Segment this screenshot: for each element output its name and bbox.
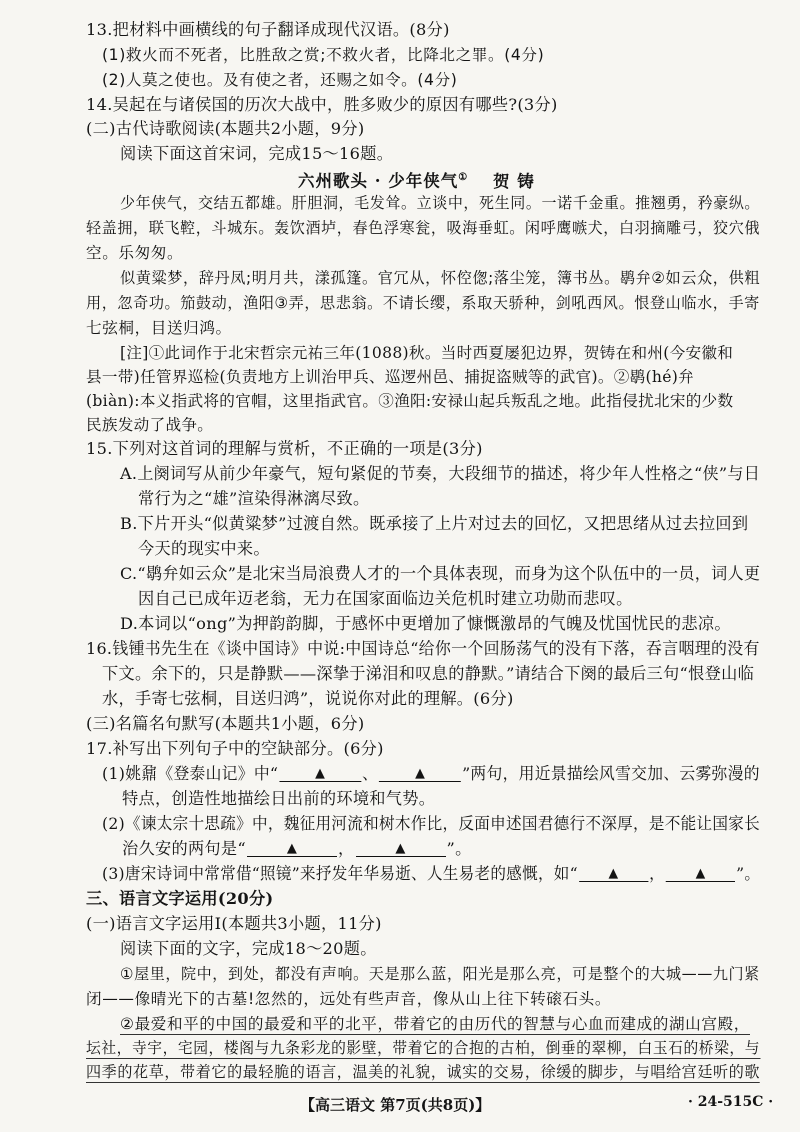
question-13-item-2: (2)人莫之使也。及有使之者，还赐之如令。(4分) bbox=[102, 71, 458, 89]
question-17-1-suffix: ”两句，用近景描绘风雪交加、云雾弥漫的 bbox=[462, 764, 760, 783]
triangle-icon: ▲ bbox=[415, 766, 426, 781]
passage-line-1: ①屋里，院中，到处，都没有声响。天是那么蓝，阳光是那么亮，可是整个的大城——九门紧 bbox=[120, 965, 760, 983]
question-17-1-sep: 、 bbox=[362, 764, 379, 783]
question-16-cont-1: 下文。余下的，只是静默——深挚于涕泪和叹息的静默。”请结合下阕的最后三句“恨登山临 bbox=[102, 664, 755, 683]
question-15-option-c-cont: 因自己已成年迈老翁，无力在国家面临边关危机时建立功勋而悲叹。 bbox=[138, 589, 633, 608]
answer-blank-17-2-a[interactable] bbox=[247, 837, 337, 857]
footer-code: · 24-515C · bbox=[688, 1094, 774, 1110]
triangle-icon: ▲ bbox=[695, 866, 706, 881]
question-17-3-prefix: (3)唐宋诗词中常常借“照镜”来抒发年华易逝、人生易老的感慨，如“ bbox=[102, 864, 578, 883]
question-15-option-b-cont: 今天的现实中来。 bbox=[138, 539, 270, 558]
question-17: 17.补写出下列句子中的空缺部分。(6分) bbox=[86, 739, 384, 758]
question-17-item-1 bbox=[102, 762, 760, 786]
question-15-option-b: B.下片开头“似黄粱梦”过渡自然。既承接了上片对过去的回忆，又把思绪从过去拉回到 bbox=[120, 514, 749, 533]
poem-note-4: 民族发动了战争。 bbox=[86, 416, 214, 434]
poem-note-2: 县一带)任管界巡检(负责地方上训治甲兵、巡逻州邑、捕捉盗贼等的武官)。②鹖(hé)弁 bbox=[86, 368, 695, 386]
poem-instruction: 阅读下面这首宋词，完成15～16题。 bbox=[120, 144, 394, 163]
triangle-icon: ▲ bbox=[395, 841, 406, 856]
passage-line-3 bbox=[120, 1012, 750, 1036]
question-17-2-sep: ， bbox=[338, 839, 355, 858]
question-17-2-suffix: ”。 bbox=[446, 839, 472, 858]
question-15-option-c: C.“鹖弁如云众”是北宋当局浪费人才的一个具体表现，而身为这个队伍中的一员，词人更 bbox=[120, 564, 761, 583]
answer-blank-17-3-b[interactable] bbox=[666, 862, 735, 882]
passage-line-2: 闭——像晴光下的古墓!忽然的，远处有些声音，像从山上往下转磙石头。 bbox=[86, 990, 612, 1008]
question-14: 14.吴起在与诸侯国的历次大战中，胜多败少的原因有哪些?(3分) bbox=[86, 95, 558, 114]
poem-line-5: 用，忽奇功。笳鼓动，渔阳③弄，思悲翁。不请长缨，系取天骄种，剑吼西风。恨登山临水，手寄 bbox=[86, 294, 760, 312]
question-17-item-2-cont bbox=[122, 837, 472, 861]
section-dictation-heading: (三)名篇名句默写(本题共1小题，6分) bbox=[86, 714, 365, 733]
answer-blank-17-3-a[interactable] bbox=[579, 862, 648, 882]
question-17-item-2: (2)《谏太宗十思疏》中，魏征用河流和树木作比，反面申述国君德行不深厚，是不能让国家长 bbox=[102, 814, 761, 833]
answer-blank-17-1-a[interactable] bbox=[279, 762, 361, 782]
section-3-1-heading: (一)语言文字运用Ⅰ(本题共3小题，11分) bbox=[86, 914, 382, 933]
triangle-icon: ▲ bbox=[608, 866, 619, 881]
section-3-heading: 三、语言文字运用(20分) bbox=[86, 889, 274, 908]
section-poetry-heading: (二)古代诗歌阅读(本题共2小题，9分) bbox=[86, 119, 365, 138]
poem-author: 贺 铸 bbox=[492, 171, 535, 191]
question-17-3-sep: ， bbox=[649, 864, 665, 883]
question-15-option-d: D.本词以“ong”为押韵韵脚，于感怀中更增加了慷慨激昂的气魄及忧国忧民的悲凉。 bbox=[120, 614, 731, 633]
question-15-option-a-cont: 常行为之“雄”渲染得淋漓尽致。 bbox=[138, 489, 370, 508]
question-17-2-prefix: 治久安的两句是“ bbox=[122, 839, 246, 858]
poem-title bbox=[298, 166, 535, 194]
passage-line-5-text: 四季的花草，带着它的最轻脆的语言，温美的礼貌，诚实的交易，徐缓的脚步，与唱给宫廷听的歌 bbox=[86, 1063, 761, 1081]
question-15: 15.下列对这首词的理解与赏析，不正确的一项是(3分) bbox=[86, 439, 483, 458]
passage-line-5 bbox=[86, 1060, 760, 1084]
question-16-cont-2: 水，手寄七弦桐，目送归鸿”，说说你对此的理解。(6分) bbox=[102, 689, 514, 708]
question-13: 13.把材料中画横线的句子翻译成现代汉语。(8分) bbox=[86, 20, 450, 39]
poem-note-3: (biàn):本义指武将的官帽，这里指武官。③渔阳:安禄山起兵叛乱之地。此指侵扰北宋的少数 bbox=[86, 392, 734, 410]
passage-line-4 bbox=[86, 1036, 760, 1060]
question-13-item-1: (1)救火而不死者，比胜敌之赏;不救火者，比降北之罪。(4分) bbox=[102, 46, 545, 64]
passage-line-4-text: 坛社，寺宇，宅园，楼阁与九条彩龙的影壁，带着它的合抱的古柏，倒垂的翠柳，白玉石的桥梁，与 bbox=[86, 1039, 761, 1057]
triangle-icon: ▲ bbox=[315, 766, 326, 781]
answer-blank-17-2-b[interactable] bbox=[356, 837, 446, 857]
triangle-icon: ▲ bbox=[286, 841, 298, 856]
question-17-3-suffix: ”。 bbox=[736, 864, 761, 883]
poem-line-1: 少年侠气，交结五都雄。肝胆洞，毛发耸。立谈中，死生同。一诺千金重。推翘勇，矜豪纵。 bbox=[120, 194, 761, 212]
reading-instruction: 阅读下面的文字，完成18～20题。 bbox=[120, 939, 377, 958]
passage-line-3-text: ②最爱和平的中国的最爱和平的北平，带着它的由历代的智慧与心血而建成的湖山宫殿， bbox=[120, 1015, 750, 1033]
poem-note-1: [注]①此词作于北宋哲宗元祐三年(1088)秋。当时西夏屡犯边界，贺铸在和州(今安徽和 bbox=[120, 344, 734, 362]
poem-line-3: 空。乐匆匆。 bbox=[86, 244, 184, 262]
poem-line-4: 似黄粱梦，辞丹凤;明月共，漾孤篷。官冗从，怀倥偬;落尘笼，簿书丛。鹖弁②如云众，供粗 bbox=[120, 269, 761, 287]
question-16: 16.钱锺书先生在《谈中国诗》中说:中国诗总“给你一个回肠荡气的没有下落，吞言咽理的没有 bbox=[86, 639, 760, 658]
poem-line-6: 七弦桐，目送归鸿。 bbox=[86, 319, 232, 337]
question-15-option-a: A.上阕词写从前少年豪气，短句紧促的节奏，大段细节的描述，将少年人性格之“侠”与日 bbox=[120, 464, 761, 483]
page-footer bbox=[0, 1094, 800, 1122]
question-17-item-3 bbox=[102, 862, 760, 886]
answer-blank-17-1-b[interactable] bbox=[379, 762, 461, 782]
poem-title-text: 六州歌头 · 少年侠气 bbox=[298, 171, 459, 191]
question-17-item-1-cont: 特点，创造性地描绘日出前的环境和气势。 bbox=[122, 789, 436, 808]
poem-title-mark: ① bbox=[458, 172, 469, 183]
question-17-1-prefix: (1)姚鼐《登泰山记》中“ bbox=[102, 764, 279, 783]
poem-line-2: 轻盖拥，联飞鞚，斗城东。轰饮酒垆，春色浮寒瓮，吸海垂虹。闲呼鹰嗾犬，白羽摘雕弓，狡穴俄 bbox=[86, 219, 761, 237]
footer-page-info: 【高三语文 第7页(共8页)】 bbox=[300, 1096, 491, 1114]
